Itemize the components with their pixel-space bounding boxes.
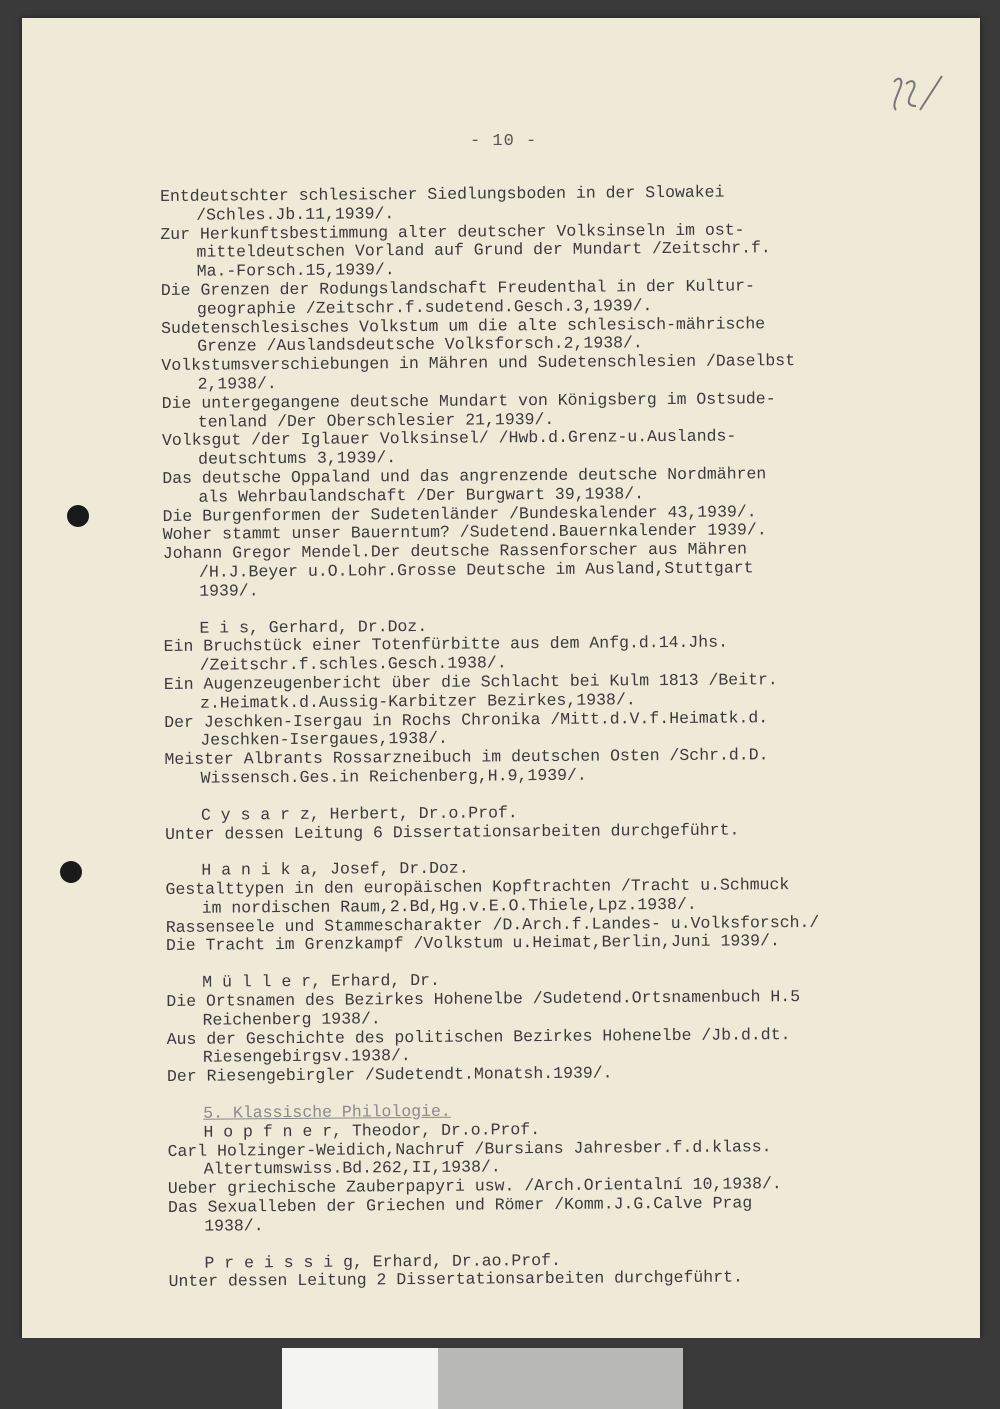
bibliography-entry-continuation: /Schles.Jb.11,1939/. xyxy=(196,203,395,225)
author-heading: P r e i s s i g, Erhard, Dr.ao.Prof. xyxy=(204,1250,561,1273)
bibliography-entry-continuation: Grenze /Auslandsdeutsche Volksforsch.2,1938/. xyxy=(197,333,643,357)
author-heading: E i s, Gerhard, Dr.Doz. xyxy=(199,616,428,638)
bibliography-entry: Das Sexualleben der Griechen und Römer /Komm.J.G.Calve Prag xyxy=(167,1193,753,1218)
punch-hole-bottom xyxy=(60,861,82,883)
bibliography-entry-continuation: 1939/. xyxy=(199,580,259,601)
handwritten-folio-mark xyxy=(886,70,946,115)
document-body xyxy=(160,182,949,1292)
bibliography-entry: Unter dessen Leitung 2 Dissertationsarbeiten durchgeführt. xyxy=(168,1267,743,1292)
bibliography-entry: Johann Gregor Mendel.Der deutsche Rassenforscher aus Mähren xyxy=(162,539,748,564)
bibliography-entry-continuation: geographie /Zeitschr.f.sudetend.Gesch.3,1939/. xyxy=(196,295,653,319)
bibliography-entry-continuation: tenland /Der Oberschlesier 21,1939/. xyxy=(197,409,555,432)
punch-hole-top xyxy=(67,505,89,527)
bibliography-entry: Die Ortsnamen des Bezirkes Hohenelbe /Sudetend.Ortsnamenbuch H.5 xyxy=(166,987,801,1012)
bibliography-entry-continuation: z.Heimatk.d.Aussig-Karbitzer Bezirkes,1938/. xyxy=(199,689,636,713)
bibliography-entry-continuation: als Wehrbaulandschaft /Der Burgwart 39,1938/. xyxy=(198,483,645,507)
bibliography-entry: Unter dessen Leitung 6 Dissertationsarbeiten durchgeführt. xyxy=(165,819,740,844)
bibliography-entry: Die untergegangene deutsche Mundart von Königsberg im Ostsude- xyxy=(161,388,776,413)
bibliography-entry: Zur Herkunftsbestimmung alter deutscher Volksinseln im ost- xyxy=(160,220,745,244)
bibliography-entry: Volkstumsverschiebungen in Mähren und Sudetenschlesien /Daselbst xyxy=(161,351,796,376)
section-heading-text: 5. Klassische Philologie. xyxy=(203,1101,451,1123)
author-heading: H o p f n e r, Theodor, Dr.o.Prof. xyxy=(203,1119,541,1142)
bibliography-entry: Volksgut /der Iglauer Volksinsel/ /Hwb.d.Grenz-u.Auslands- xyxy=(161,426,737,451)
bibliography-entry: Rassenseele und Stammescharakter /D.Arch.f.Landes- u.Volksforsch./ xyxy=(165,912,820,937)
page-number: - 10 - xyxy=(470,132,538,151)
bibliography-entry-continuation: Wissensch.Ges.in Reichenberg,H.9,1939/. xyxy=(200,765,587,788)
bibliography-entry: Ein Bruchstück einer Totenfürbitte aus dem Anfg.d.14.Jhs. xyxy=(163,632,729,657)
bibliography-entry: Carl Holzinger-Weidich,Nachruf /Bursians Jahresber.f.d.klass. xyxy=(167,1136,772,1161)
bibliography-entry: Die Grenzen der Rodungslandschaft Freudenthal in der Kultur- xyxy=(160,276,755,300)
bibliography-entry: Meister Albrants Rossarzneibuch im deutschen Osten /Schr.d.D. xyxy=(164,745,769,770)
gray-reference-card xyxy=(438,1348,683,1409)
bibliography-entry: Sudetenschlesisches Volkstum um die alte schlesisch-mährische xyxy=(161,313,766,338)
bibliography-entry-continuation: 2,1938/. xyxy=(197,374,277,394)
bibliography-entry: Die Burgenformen der Sudetenländer /Bundeskalender 43,1939/. xyxy=(162,501,757,526)
bibliography-entry-continuation: Riesengebirgsv.1938/. xyxy=(202,1046,411,1068)
bibliography-entry-continuation: mitteldeutschen Vorland auf Grund der Mundart /Zeitschr.f. xyxy=(196,238,771,263)
bibliography-entry: Woher stammt unser Bauerntum? /Sudetend.Bauernkalender 1939/. xyxy=(162,520,767,545)
bibliography-entry-continuation: deutschtums 3,1939/. xyxy=(198,448,397,469)
bibliography-entry: Das deutsche Oppaland und das angrenzende deutsche Nordmähren xyxy=(162,464,767,488)
bibliography-entry: Gestalttypen in den europäischen Kopftrachten /Tracht u.Schmuck xyxy=(165,875,790,900)
bibliography-entry: Entdeutschter schlesischer Siedlungsboden in der Slowakei xyxy=(160,182,725,206)
bibliography-entry: Ein Augenzeugenbericht über die Schlacht bei Kulm 1813 /Beitr. xyxy=(163,670,778,694)
bibliography-entry: Aus der Geschichte des politischen Bezirkes Hohenelbe /Jb.d.dt. xyxy=(166,1024,791,1049)
author-heading: H a n i k a, Josef, Dr.Doz. xyxy=(201,858,469,880)
bibliography-entry-continuation: Altertumswiss.Bd.262,II,1938/. xyxy=(203,1157,501,1180)
bibliography-entry-continuation: 1938/. xyxy=(204,1216,264,1236)
white-reference-card xyxy=(282,1348,438,1409)
bibliography-entry-continuation: /H.J.Beyer u.O.Lohr.Grosse Deutsche im Ausland,Stuttgart xyxy=(198,558,754,582)
author-heading: C y s a r z, Herbert, Dr.o.Prof. xyxy=(200,802,518,825)
bibliography-entry-continuation: Ma.-Forsch.15,1939/. xyxy=(196,260,395,281)
bibliography-entry-continuation: /Zeitschr.f.schles.Gesch.1938/. xyxy=(199,653,507,675)
bibliography-entry: Der Jeschken-Isergau in Rochs Chronika /Mitt.d.V.f.Heimatk.d. xyxy=(164,707,769,732)
bibliography-entry-continuation: im nordischen Raum,2.Bd,Hg.v.E.O.Thiele,Lpz.1938/. xyxy=(201,894,697,918)
author-heading: M ü l l e r, Erhard, Dr. xyxy=(202,971,440,992)
bibliography-entry: Der Riesengebirgler /Sudetendt.Monatsh.1939/. xyxy=(166,1063,613,1087)
bibliography-entry: Die Tracht im Grenzkampf /Volkstum u.Heimat,Berlin,Juni 1939/. xyxy=(165,931,780,956)
bibliography-entry-continuation: Reichenberg 1938/. xyxy=(202,1009,381,1030)
bibliography-entry: Ueber griechische Zauberpapyri usw. /Arch.Orientalní 10,1938/. xyxy=(167,1174,782,1199)
bibliography-entry-continuation: Jeschken-Isergaues,1938/. xyxy=(200,729,448,751)
